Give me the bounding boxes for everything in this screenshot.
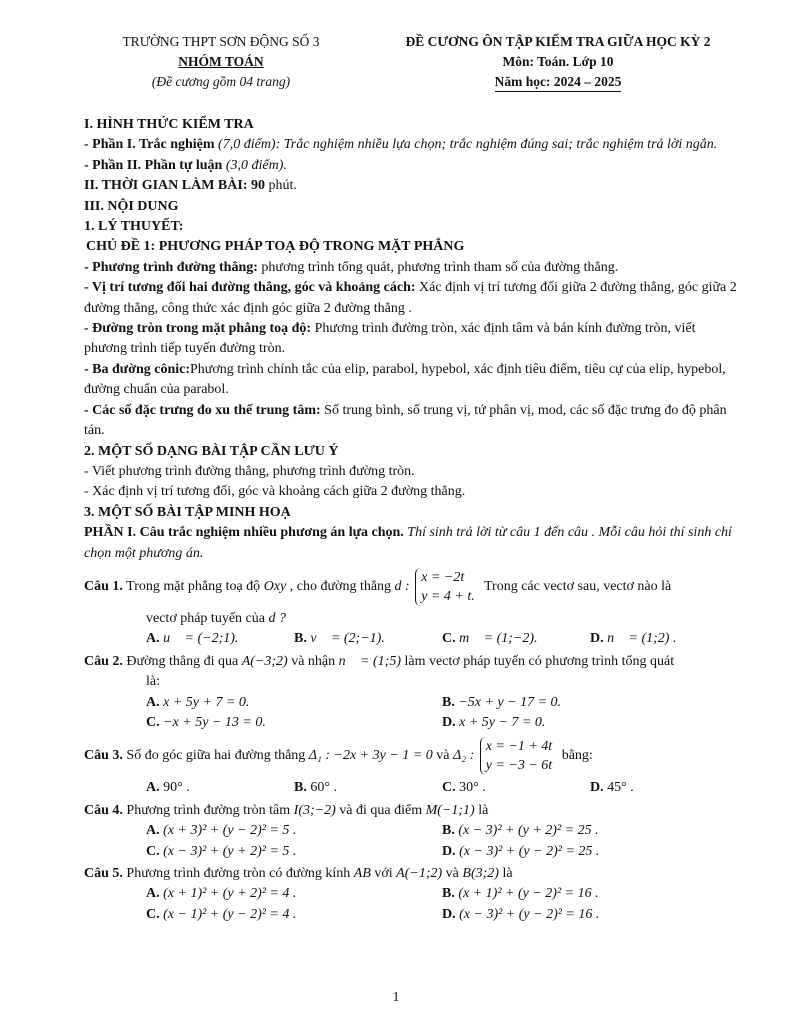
question-5: Câu 5. Phương trình đường tròn có đường kính AB với A(−1;2) và B(3;2) là A. (x + 1)² + (y + 2)² = 4 . B. (x + 1)² + (y − 2)² = 16 . C. (x − 1)² + (y − 2)² = 4 . D. (x − 3)² + (y − 2)² = 16 . [84,864,738,925]
question-4: Câu 4. Phương trình đường tròn tâm I(3;−2) và đi qua điểm M(−1;1) là A. (x + 3)² + (y − 2)² = 5 . B. (x − 3)² + (y + 2)² = 25 . C. (x − 3)² + (y + 2)² = 5 . D. (x − 3)² + (y − 2)² = 25 . [84,801,738,862]
document-body [84,115,738,925]
subsection-heading: 1. LÝ THUYẾT: [84,219,184,235]
subject-line: Môn: Toán. Lớp 10 [502,54,614,69]
header-left [96,32,346,92]
exam-part-1: - Phần I. Trắc nghiệm (7,0 điểm): Trắc nghiệm nhiều lựa chọn; trắc nghiệm đúng sai; trắc nghiệm trả lời ngắn. [84,137,718,153]
school-year: Năm học: 2024 – 2025 [495,72,622,92]
answer-option: C. 30° . [442,780,486,796]
answer-option: A. (x + 3)² + (y − 2)² = 5 . [146,823,297,839]
question-3: Câu 3. Số đo góc giữa hai đường thẳng Δ₁ : −2x + 3y − 1 = 0 và Δ₂ : x = −1 + 4t y = −3 − 6t bằng: A. 90° . B. 60° . C. 30° . D. 45° . [84,737,738,798]
school-name: TRƯỜNG THPT SƠN ĐỘNG SỐ 3 [122,34,320,49]
section-heading: I. HÌNH THỨC KIỂM TRA [84,117,254,132]
parametric-system: x = −2t y = 4 + t. [415,568,479,606]
exercise-type: - Viết phương trình đường thẳng, phương trình đường tròn. [84,463,415,479]
answer-option: C. m⃗ = (1;−2). [442,631,538,647]
answer-option: A. (x + 1)² + (y + 2)² = 4 . [146,886,297,902]
theory-item: - Các số đặc trưng đo xu thế trung tâm: Số trung bình, số trung vị, tứ phân vị, mod, các số đặc trưng đo độ phân tán. [84,402,727,439]
exam-part-2: - Phần II. Phần tự luận (3,0 điểm). [84,157,287,173]
question-2: Câu 2. Đường thẳng đi qua A(−3;2) và nhận n⃗ = (1;5) làm vectơ pháp tuyến có phương trình tổng quát là: A. x + 5y + 7 = 0. B. −5x + y − 17 = 0. C. −x + 5y − 13 = 0. D. x + 5y − 7 = 0. [84,652,738,734]
answer-option: A. 90° . [146,780,190,796]
answer-option: D. (x − 3)² + (y − 2)² = 25 . [442,843,600,859]
theory-item: - Đường tròn trong mặt phẳng toạ độ: Phương trình đường tròn, xác định tâm và bán kính đường tròn, viết phương trình tiếp tuyến đường tròn. [84,321,696,357]
pages-note: (Đề cương gồm 04 trang) [151,74,291,89]
exercise-type: - Xác định vị trí tương đối, góc và khoảng cách giữa 2 đường thẳng. [84,484,466,500]
answer-option: B. (x − 3)² + (y + 2)² = 25 . [442,823,599,839]
theory-item: - Vị trí tương đối hai đường thẳng, góc và khoảng cách: Xác định vị trí tương đối giữa 2 đường thẳng, góc giữa 2 đường thẳng, công thức xác định góc giữa 2 đường thẳng . [84,280,737,316]
exam-time: II. THỜI GIAN LÀM BÀI: 90 phút. [84,178,297,194]
subsection-heading: 3. MỘT SỐ BÀI TẬP MINH HOẠ [84,504,291,520]
answer-option: C. (x − 3)² + (y + 2)² = 5 . [146,843,297,859]
subsection-heading: 2. MỘT SỐ DẠNG BÀI TẬP CẦN LƯU Ý [84,443,339,459]
answer-option: D. 45° . [590,780,634,796]
answer-option: C. −x + 5y − 13 = 0. [146,714,266,730]
answer-option: D. x + 5y − 7 = 0. [442,714,546,730]
answer-option: D. n⃗ = (1;2) . [590,631,677,647]
answer-option: C. (x − 1)² + (y − 2)² = 4 . [146,906,297,922]
document-title: ĐỀ CƯƠNG ÔN TẬP KIỂM TRA GIỮA HỌC KỲ 2 [405,34,711,49]
answer-option: B. −5x + y − 17 = 0. [442,694,562,710]
department-name: NHÓM TOÁN [178,54,264,69]
section-heading: III. NỘI DUNG [84,198,179,214]
answer-option: A. x + 5y + 7 = 0. [146,694,250,710]
parametric-system: x = −1 + 4t y = −3 − 6t [480,737,556,775]
theory-item: - Ba đường cônic:Phương trình chính tắc của elip, parabol, hypebol, xác định tiêu điểm, tiêu cự của elip, hypebol, đường chuẩn của parabol. [84,361,726,398]
page-number: 1 [392,990,400,1005]
header-right [372,32,744,92]
question-1: Câu 1. Trong mặt phẳng toạ độ Oxy , cho đường thẳng d : x = −2t y = 4 + t. Trong các vectơ sau, vectơ nào là vectơ pháp tuyến của d ? A. u⃗ = (−2;1). B. v⃗ = (2;−1). C. m⃗ = (1;−2). D. n⃗ = (1;2) . [84,568,738,650]
answer-option: B. (x + 1)² + (y − 2)² = 16 . [442,886,599,902]
answer-option: A. u⃗ = (−2;1). [146,631,239,647]
part-instructions: PHẦN I. Câu trắc nghiệm nhiều phương án lựa chọn. Thí sinh trả lời từ câu 1 đến câu . Mỗi câu hỏi thí sinh chỉ chọn một phương án. [84,525,732,561]
answer-option: B. 60° . [294,780,337,796]
theory-item: - Phương trình đường thẳng: phương trình tổng quát, phương trình tham số của đường thẳng. [84,259,619,275]
answer-option: B. v⃗ = (2;−1). [294,631,385,647]
topic-heading: CHỦ ĐỀ 1: PHƯƠNG PHÁP TOẠ ĐỘ TRONG MẶT PHẲNG [86,239,465,255]
answer-option: D. (x − 3)² + (y − 2)² = 16 . [442,906,600,922]
